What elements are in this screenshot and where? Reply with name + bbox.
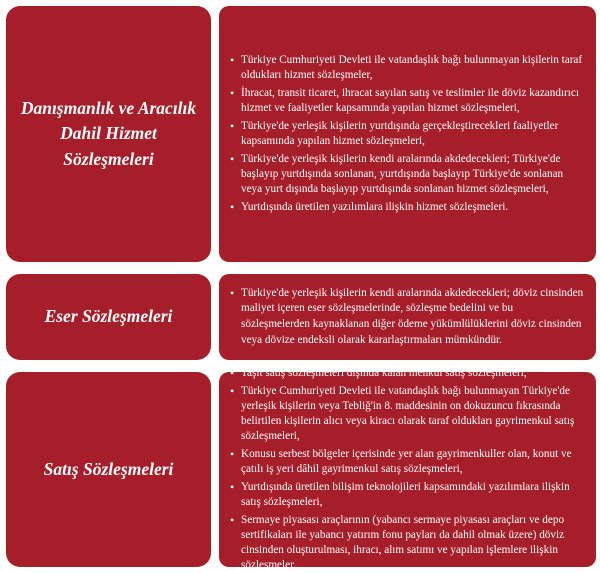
- list-item: • Yurtdışında üretilen bilişim teknolojileri kapsamındaki yazılımlara ilişkin satış sözleşmeleri,: [229, 480, 584, 510]
- list-item: • İhracat, transit ticaret, ihracat sayılan satış ve teslimler ile döviz kazandırıcı hizmet ve faaliyetler kapsamında yapılan hizmet sözleşmeleri,: [229, 86, 584, 116]
- section-label-sales: [6, 372, 211, 567]
- list-item: • Sermaye piyasası araçlarının (yabancı sermaye piyasası araçları ve depo sertifikaları ile yabancı yatırım fonu payları da dahil olmak üzere) döviz cinsinden oluşturulması, ihracı, alım satımı ve yapılan işlemlere ilişkin sözleşmeler.: [229, 513, 584, 573]
- section-label-consultancy: [6, 6, 211, 262]
- section-content-consultancy: [219, 6, 596, 262]
- diagram-row-work: [6, 274, 596, 360]
- list-item: • Türkiye Cumhuriyeti Devleti ile vatandaşlık bağı bulunmayan Türkiye'de yerleşik kişilerin veya Tebliğ'in 8. maddesinin on dokuzuncu fıkrasında belirtilen kişilerin alıcı veya kiracı olarak taraf oldukları gayrimenkul satış sözleşmeleri,: [229, 384, 584, 444]
- section-label-work: [6, 274, 211, 360]
- section-label-text: Satış Sözleşmeleri: [43, 458, 174, 479]
- section-label-text: Eser Sözleşmeleri: [44, 306, 173, 327]
- list-item: • Taşıt satış sözleşmeleri dışında kalan menkul satış sözleşmeleri,: [229, 366, 584, 381]
- list-item: • Türkiye'de yerleşik kişilerin yurtdışında gerçekleştirecekleri faaliyetler kapsamında yapılan hizmet sözleşmeleri,: [229, 119, 584, 149]
- section-content-work: [219, 274, 596, 360]
- list-item: • Türkiye Cumhuriyeti Devleti ile vatandaşlık bağı bulunmayan kişilerin taraf oldukları hizmet sözleşmeler,: [229, 53, 584, 83]
- diagram-row-consultancy: [6, 6, 596, 262]
- list-item: • Türkiye'de yerleşik kişilerin kendi aralarında akdedecekleri; Türkiye'de başlayıp yurtdışında sonlanan, yurtdışında başlayıp Türkiye'de sonlanan veya yurt dışında başlayıp yurtdışında sonlanan hizmet sözleşmeleri,: [229, 152, 584, 197]
- section-label-text: Danışmanlık ve Aracılık Dahil Hizmet Sözleşmeleri: [20, 97, 197, 169]
- list-item: • Yurtdışında üretilen yazılımlara ilişkin hizmet sözleşmeleri.: [229, 200, 584, 215]
- bullet-list: [229, 286, 584, 349]
- bullet-list: [229, 366, 584, 573]
- list-item: • Konusu serbest bölgeler içerisinde yer alan gayrimenkuller olan, konut ve çatılı iş yeri dâhil gayrimenkul satış sözleşmeleri,: [229, 447, 584, 477]
- diagram-row-sales: [6, 367, 596, 571]
- list-item: • Türkiye'de yerleşik kişilerin kendi aralarında akdedecekleri; döviz cinsinden maliyet içeren eser sözleşmelerinde, sözleşme bedelini ve bu sözleşmelerden kaynaklanan diğer ödeme yükümlülüklerini döviz cinsinden veya dövize endeksli olarak kararlaştırmaları mümkündür.: [229, 286, 584, 349]
- bullet-list: [229, 53, 584, 215]
- section-content-sales: [219, 367, 596, 571]
